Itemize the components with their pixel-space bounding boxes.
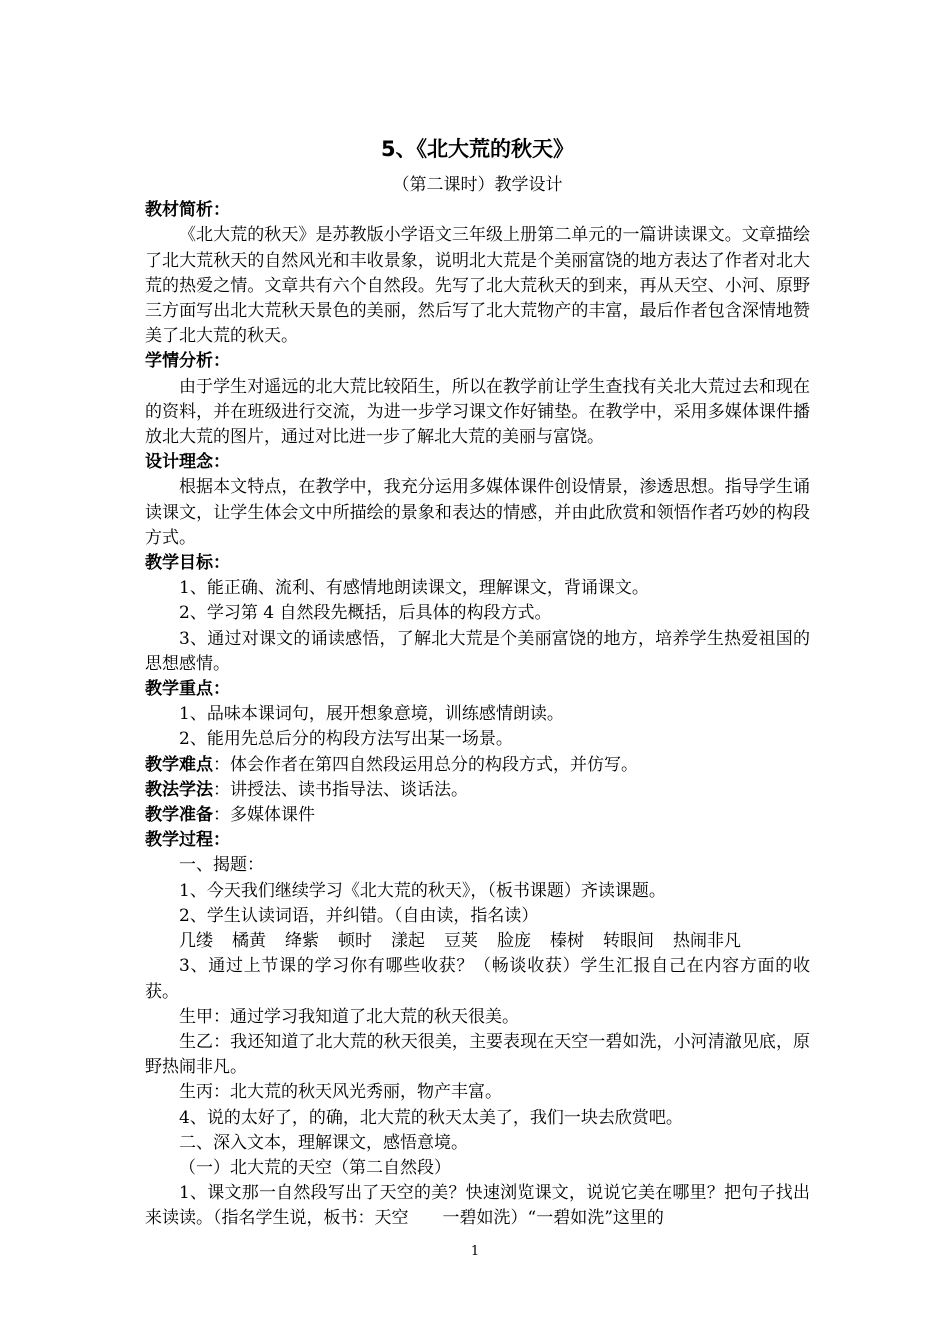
difficulty-line	[145, 753, 810, 778]
process-item: 2、学生认读词语，并纠错。（自由读，指名读）	[179, 905, 539, 926]
prep-label: 教学准备	[145, 805, 213, 826]
prep-line	[145, 803, 810, 828]
method-text: ：讲授法、读书指导法、谈话法。	[213, 779, 468, 800]
key-point-item: 2、能用先总后分的构段方法写出某一场景。	[179, 729, 513, 750]
vocab-word: 热闹非凡	[673, 931, 741, 952]
document-subtitle: （第二课时）教学设计	[392, 175, 563, 195]
difficulty-label: 教学难点	[145, 754, 213, 775]
vocab-word: 橘黄	[232, 931, 266, 952]
process-heading: 教学过程：	[145, 830, 230, 851]
vocab-word: 豆荚	[444, 931, 478, 952]
vocab-word: 脸庞	[497, 931, 531, 952]
process-item: 二、深入文本，理解课文，感悟意境。	[179, 1132, 468, 1153]
process-item: 1、课文那一自然段写出了天空的美？快速浏览课文，说说它美在哪里？把句子找出来读读。（指名学生说，板书：天空 一碧如洗）“一碧如洗”这里的	[145, 1183, 810, 1229]
vocab-word: 转眼间	[603, 931, 654, 952]
document-title: 5、《北大荒的秋天》	[380, 137, 575, 161]
vocab-list	[145, 929, 810, 954]
key-point-item: 1、品味本课词句，展开想象意境，训练感情朗读。	[179, 704, 564, 725]
vocab-word: 几缕	[179, 931, 213, 952]
process-item: 生丙：北大荒的秋天风光秀丽，物产丰富。	[179, 1082, 502, 1103]
design-paragraph: 根据本文特点，在教学中，我充分运用多媒体课件创设情景，渗透思想。指导学生诵读课文，让学生体会文中所描绘的景象和表达的情感，并由此欣赏和领悟作者巧妙的构段方式。	[145, 477, 810, 548]
key-heading: 教学重点：	[145, 679, 230, 700]
process-item: 1、今天我们继续学习《北大荒的秋天》，（板书课题）齐读课题。	[179, 880, 666, 901]
document-page	[145, 134, 810, 1232]
design-heading: 设计理念：	[145, 452, 230, 473]
vocab-word: 绛紫	[285, 931, 319, 952]
process-item: 4、说的太好了，的确，北大荒的秋天太美了，我们一块去欣赏吧。	[179, 1107, 683, 1128]
difficulty-text: ：体会作者在第四自然段运用总分的构段方式，并仿写。	[213, 754, 638, 775]
process-item: 生甲：通过学习我知道了北大荒的秋天很美。	[179, 1006, 519, 1027]
process-item: 3、通过上节课的学习你有哪些收获？（畅谈收获）学生汇报自己在内容方面的收获。	[145, 956, 810, 1002]
goal-item: 2、学习第 4 自然段先概括，后具体的构段方式。	[179, 603, 552, 624]
process-item: 生乙：我还知道了北大荒的秋天很美，主要表现在天空一碧如洗，小河清澈见底，原野热闹非凡。	[145, 1031, 810, 1078]
goals-heading: 教学目标：	[145, 553, 230, 574]
process-item: （一）北大荒的天空（第二自然段）	[179, 1157, 451, 1178]
material-heading: 教材简析：	[145, 200, 230, 221]
method-label: 教法学法	[145, 779, 213, 800]
process-item: 一、揭题：	[179, 855, 264, 876]
page-number: 1	[470, 1244, 480, 1259]
student-heading: 学情分析：	[145, 351, 230, 372]
goal-item: 1、能正确、流利、有感情地朗读课文，理解课文，背诵课文。	[179, 578, 649, 599]
method-line	[145, 778, 810, 803]
material-paragraph: 《北大荒的秋天》是苏教版小学语文三年级上册第二单元的一篇讲读课文。文章描绘了北大荒秋天的自然风光和丰收景象，说明北大荒是个美丽富饶的地方表达了作者对北大荒的热爱之情。文章共有六个自然段。先写了北大荒秋天的到来，再从天空、小河、原野三方面写出北大荒秋天景色的美丽，然后写了北大荒物产的丰富，最后作者包含深情地赞美了北大荒的秋天。	[145, 225, 810, 347]
vocab-word: 榛树	[550, 931, 584, 952]
vocab-word: 顿时	[338, 931, 372, 952]
vocab-word: 漾起	[391, 931, 425, 952]
student-paragraph: 由于学生对遥远的北大荒比较陌生，所以在教学前让学生查找有关北大荒过去和现在的资料，并在班级进行交流，为进一步学习课文作好铺垫。在教学中，采用多媒体课件播放北大荒的图片，通过对比进一步了解北大荒的美丽与富饶。	[145, 376, 810, 448]
goal-item: 3、通过对课文的诵读感悟，了解北大荒是个美丽富饶的地方，培养学生热爱祖国的思想感情。	[145, 628, 810, 674]
prep-text: ：多媒体课件	[213, 805, 315, 826]
